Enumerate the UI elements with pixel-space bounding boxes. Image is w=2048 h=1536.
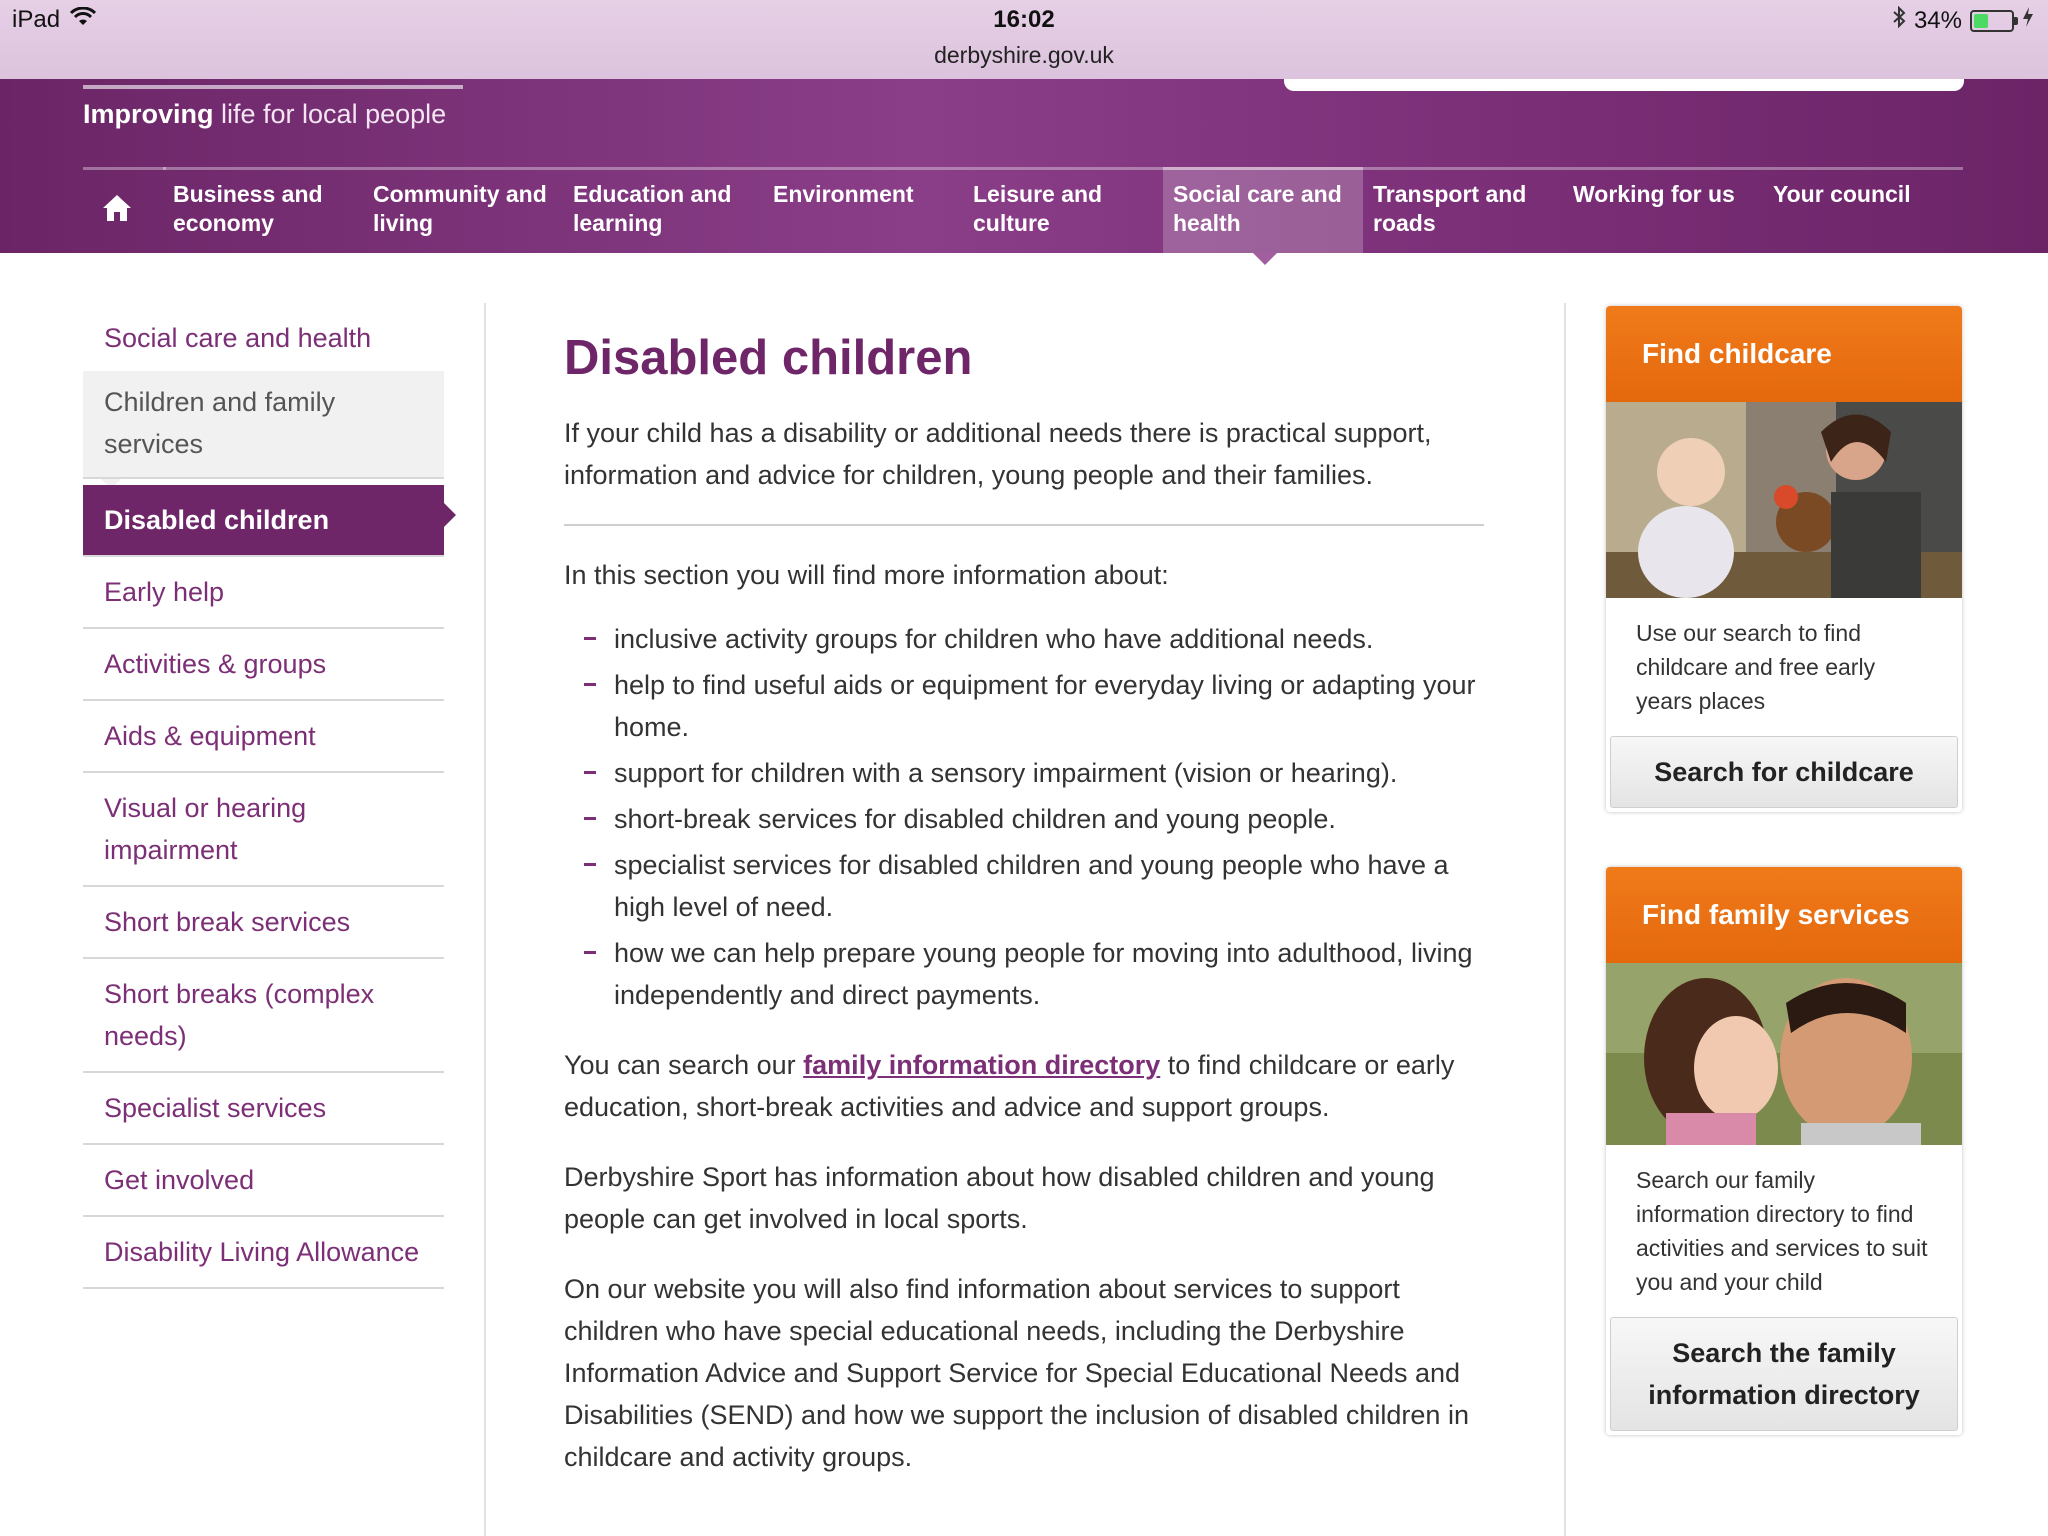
home-icon <box>101 192 133 231</box>
main-nav-sections <box>163 167 1963 253</box>
sidebar-item-dla[interactable]: Disability Living Allowance <box>83 1217 444 1289</box>
battery-percent: 34% <box>1913 6 1962 34</box>
sidebar-item-short-break[interactable]: Short break services <box>83 887 444 959</box>
device-name: iPad <box>12 6 61 33</box>
family-directory-link[interactable]: family information directory <box>803 1050 1161 1080</box>
nav-home[interactable] <box>83 167 166 253</box>
column-divider <box>1564 303 1566 1536</box>
sidebar-item-aids[interactable]: Aids & equipment <box>83 701 444 773</box>
nav-social-care[interactable]: Social care and health <box>1163 167 1363 253</box>
directory-paragraph: You can search our family information directory to find childcare or early education, short-break activities and advice and support groups. <box>564 1050 1455 1122</box>
promo-childcare <box>1606 306 1962 812</box>
promo-family-title[interactable]: Find family services <box>1606 867 1962 963</box>
status-right <box>1892 6 2034 35</box>
list-item: specialist services for disabled children and young people who have a high level of need. <box>584 844 1484 928</box>
sidebar-item-short-breaks-complex[interactable]: Short breaks (complex needs) <box>83 959 444 1073</box>
sidebar-item-specialist[interactable]: Specialist services <box>83 1073 444 1145</box>
bluetooth-icon <box>1892 6 1906 35</box>
address-bar-url[interactable]: derbyshire.gov.uk <box>934 42 1114 68</box>
promo-childcare-text: Use our search to find childcare and free early years places <box>1636 620 1876 714</box>
nav-working[interactable]: Working for us <box>1563 167 1763 253</box>
site-search-box[interactable] <box>1284 79 1964 91</box>
status-bar <box>0 0 2048 79</box>
nav-community[interactable]: Community and living <box>363 167 563 253</box>
promo-childcare-title[interactable]: Find childcare <box>1606 306 1962 402</box>
nav-business[interactable]: Business and economy <box>163 167 363 253</box>
list-item: short-break services for disabled children and young people. <box>584 798 1484 840</box>
nav-environment[interactable]: Environment <box>763 167 963 253</box>
nav-council[interactable]: Your council <box>1763 167 1963 253</box>
battery-icon <box>1970 10 2014 32</box>
list-item: how we can help prepare young people for moving into adulthood, living independently and direct payments. <box>584 932 1484 1016</box>
sidebar-item-section[interactable]: Children and family services <box>83 371 444 479</box>
nav-leisure[interactable]: Leisure and culture <box>963 167 1163 253</box>
site-tagline: Improving life for local people <box>83 99 447 129</box>
site-header <box>0 79 2048 253</box>
sidebar-item-parent[interactable]: Social care and health <box>104 323 372 353</box>
battery-level <box>1974 14 1988 28</box>
list-item: inclusive activity groups for children who have additional needs. <box>584 618 1484 660</box>
send-paragraph: On our website you will also find information about services to support children who have special educational needs, including the Derbyshire Information Advice and Support Service for Special Educational Needs and Disabilities (SEND) and how we support the inclusion of disabled children in childcare and activity groups. <box>564 1274 1469 1472</box>
charging-icon <box>2022 6 2034 35</box>
council-logo[interactable] <box>83 79 463 89</box>
nav-education[interactable]: Education and learning <box>563 167 763 253</box>
sidebar-item-current[interactable]: Disabled children <box>83 485 444 557</box>
sidebar-item-get-involved[interactable]: Get involved <box>83 1145 444 1217</box>
nav-transport[interactable]: Transport and roads <box>1363 167 1563 253</box>
intro-paragraph: If your child has a disability or additional needs there is practical support, information and advice for children, young people and their families. <box>564 412 1484 526</box>
family-photo[interactable] <box>1606 963 1962 1145</box>
page-title: Disabled children <box>564 331 973 385</box>
main-content <box>564 330 1484 1506</box>
sidebar-item-visual-hearing[interactable]: Visual or hearing impairment <box>83 773 444 887</box>
childcare-photo[interactable] <box>1606 402 1962 598</box>
search-family-directory-button[interactable]: Search the family information directory <box>1610 1317 1958 1431</box>
promo-family-text: Search our family information directory to find activities and services to suit you and your child <box>1636 1167 1928 1295</box>
search-childcare-button[interactable]: Search for childcare <box>1610 736 1958 808</box>
sport-paragraph: Derbyshire Sport has information about how disabled children and young people can get involved in local sports. <box>564 1162 1435 1234</box>
column-divider <box>484 303 486 1536</box>
sidebar-nav <box>83 303 444 1289</box>
info-list <box>584 618 1484 1016</box>
list-item: help to find useful aids or equipment for everyday living or adapting your home. <box>584 664 1484 748</box>
clock: 16:02 <box>993 6 1055 33</box>
section-lead: In this section you will find more information about: <box>564 560 1169 590</box>
list-item: support for children with a sensory impairment (vision or hearing). <box>584 752 1484 794</box>
sidebar-item-early-help[interactable]: Early help <box>83 557 444 629</box>
sidebar-item-activities[interactable]: Activities & groups <box>83 629 444 701</box>
promo-family-services <box>1606 867 1962 1435</box>
